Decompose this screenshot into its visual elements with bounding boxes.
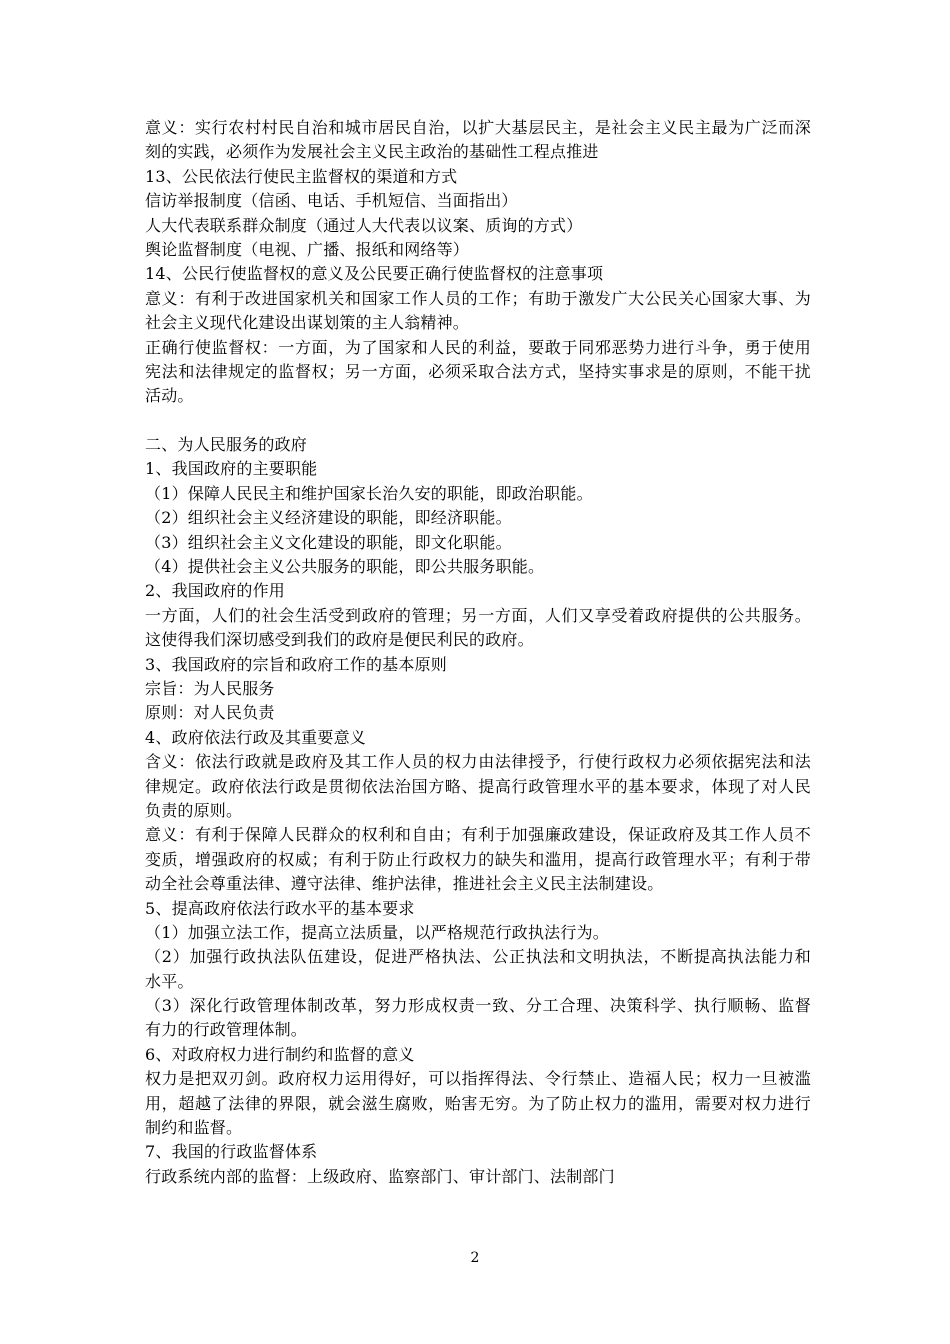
text-line: 含义：依法行政就是政府及其工作人员的权力由法律授予，行使行政权力必须依据宪法和法	[145, 752, 811, 772]
text-line: （2）加强行政执法队伍建设，促进严格执法、公正执法和文明执法，不断提高执法能力和	[145, 947, 811, 967]
text-line: 6、对政府权力进行制约和监督的意义	[145, 1044, 415, 1064]
text-line: 行政系统内部的监督：上级政府、监察部门、审计部门、法制部门	[145, 1166, 615, 1186]
text-line: 意义：实行农村村民自治和城市居民自治，以扩大基层民主，是社会主义民主最为广泛而深	[145, 118, 811, 137]
text-line: 2、我国政府的作用	[145, 581, 285, 601]
text-line: 意义：有利于保障人民群众的权利和自由；有利于加强廉政建设，保证政府及其工作人员不	[145, 825, 811, 845]
text-line: 舆论监督制度（电视、广播、报纸和网络等）	[145, 239, 470, 259]
text-line: （3）深化行政管理体制改革，努力形成权责一致、分工合理、决策科学、执行顺畅、监督	[145, 996, 811, 1016]
text-line: 社会主义现代化建设出谋划策的主人翁精神。	[145, 313, 470, 333]
text-line: 这使得我们深切感受到我们的政府是便民利民的政府。	[145, 630, 534, 650]
text-line: 刻的实践，必须作为发展社会主义民主政治的基础性工程点推进	[145, 142, 599, 162]
text-line: 负责的原则。	[145, 800, 243, 820]
text-line: （3）组织社会主义文化建设的职能，即文化职能。	[145, 532, 512, 552]
text-line: 动全社会尊重法律、遵守法律、维护法律，推进社会主义民主法制建设。	[145, 874, 664, 894]
page-number: 2	[470, 1250, 480, 1266]
text-line: 一方面，人们的社会生活受到政府的管理；另一方面，人们又享受着政府提供的公共服务。	[145, 605, 811, 625]
text-line: 二、为人民服务的政府	[145, 435, 308, 455]
text-line: 13、公民依法行使民主监督权的渠道和方式	[145, 166, 458, 186]
text-line: 宪法和法律规定的监督权；另一方面，必须采取合法方式，坚持实事求是的原则，不能干扰	[145, 361, 811, 381]
text-line: 变质，增强政府的权威；有利于防止行政权力的缺失和滥用，提高行政管理水平；有利于带	[145, 849, 811, 869]
text-line: 原则：对人民负责	[145, 703, 275, 723]
text-line: （1）加强立法工作，提高立法质量，以严格规范行政执法行为。	[145, 922, 609, 942]
text-line: （2）组织社会主义经济建设的职能，即经济职能。	[145, 508, 512, 528]
text-line: 14、公民行使监督权的意义及公民要正确行使监督权的注意事项	[145, 264, 604, 284]
text-line: 1、我国政府的主要职能	[145, 459, 318, 479]
text-line: 宗旨：为人民服务	[145, 678, 275, 698]
text-line: 5、提高政府依法行政水平的基本要求	[145, 898, 415, 918]
document-body	[145, 116, 811, 1189]
text-line: 权力是把双刃剑。政府权力运用得好，可以指挥得法、令行禁止、造福人民；权力一旦被滥	[145, 1069, 811, 1089]
text-line: 正确行使监督权：一方面，为了国家和人民的利益，要敢于同邪恶势力进行斗争，勇于使用	[145, 337, 811, 357]
text-line: 意义：有利于改进国家机关和国家工作人员的工作；有助于激发广大公民关心国家大事、为	[145, 288, 811, 308]
text-line: 7、我国的行政监督体系	[145, 1142, 318, 1162]
text-line: 人大代表联系群众制度（通过人大代表以议案、质询的方式）	[145, 215, 583, 235]
text-line: 用，超越了法律的界限，就会滋生腐败，贻害无穷。为了防止权力的滥用，需要对权力进行	[145, 1093, 811, 1113]
text-line: 制约和监督。	[145, 1118, 243, 1138]
text-line: 信访举报制度（信函、电话、手机短信、当面指出）	[145, 191, 518, 211]
text-line: （1）保障人民民主和维护国家长治久安的职能，即政治职能。	[145, 483, 593, 503]
text-line: 水平。	[145, 971, 194, 991]
text-line: （4）提供社会主义公共服务的职能，即公共服务职能。	[145, 557, 545, 577]
text-line: 活动。	[145, 386, 194, 406]
text-line: 律规定。政府依法行政是贯彻依法治国方略、提高行政管理水平的基本要求，体现了对人民	[145, 776, 811, 796]
text-line: 4、政府依法行政及其重要意义	[145, 727, 366, 747]
blank-line	[145, 409, 811, 433]
text-line: 有力的行政管理体制。	[145, 1020, 308, 1040]
text-line: 3、我国政府的宗旨和政府工作的基本原则	[145, 654, 447, 674]
